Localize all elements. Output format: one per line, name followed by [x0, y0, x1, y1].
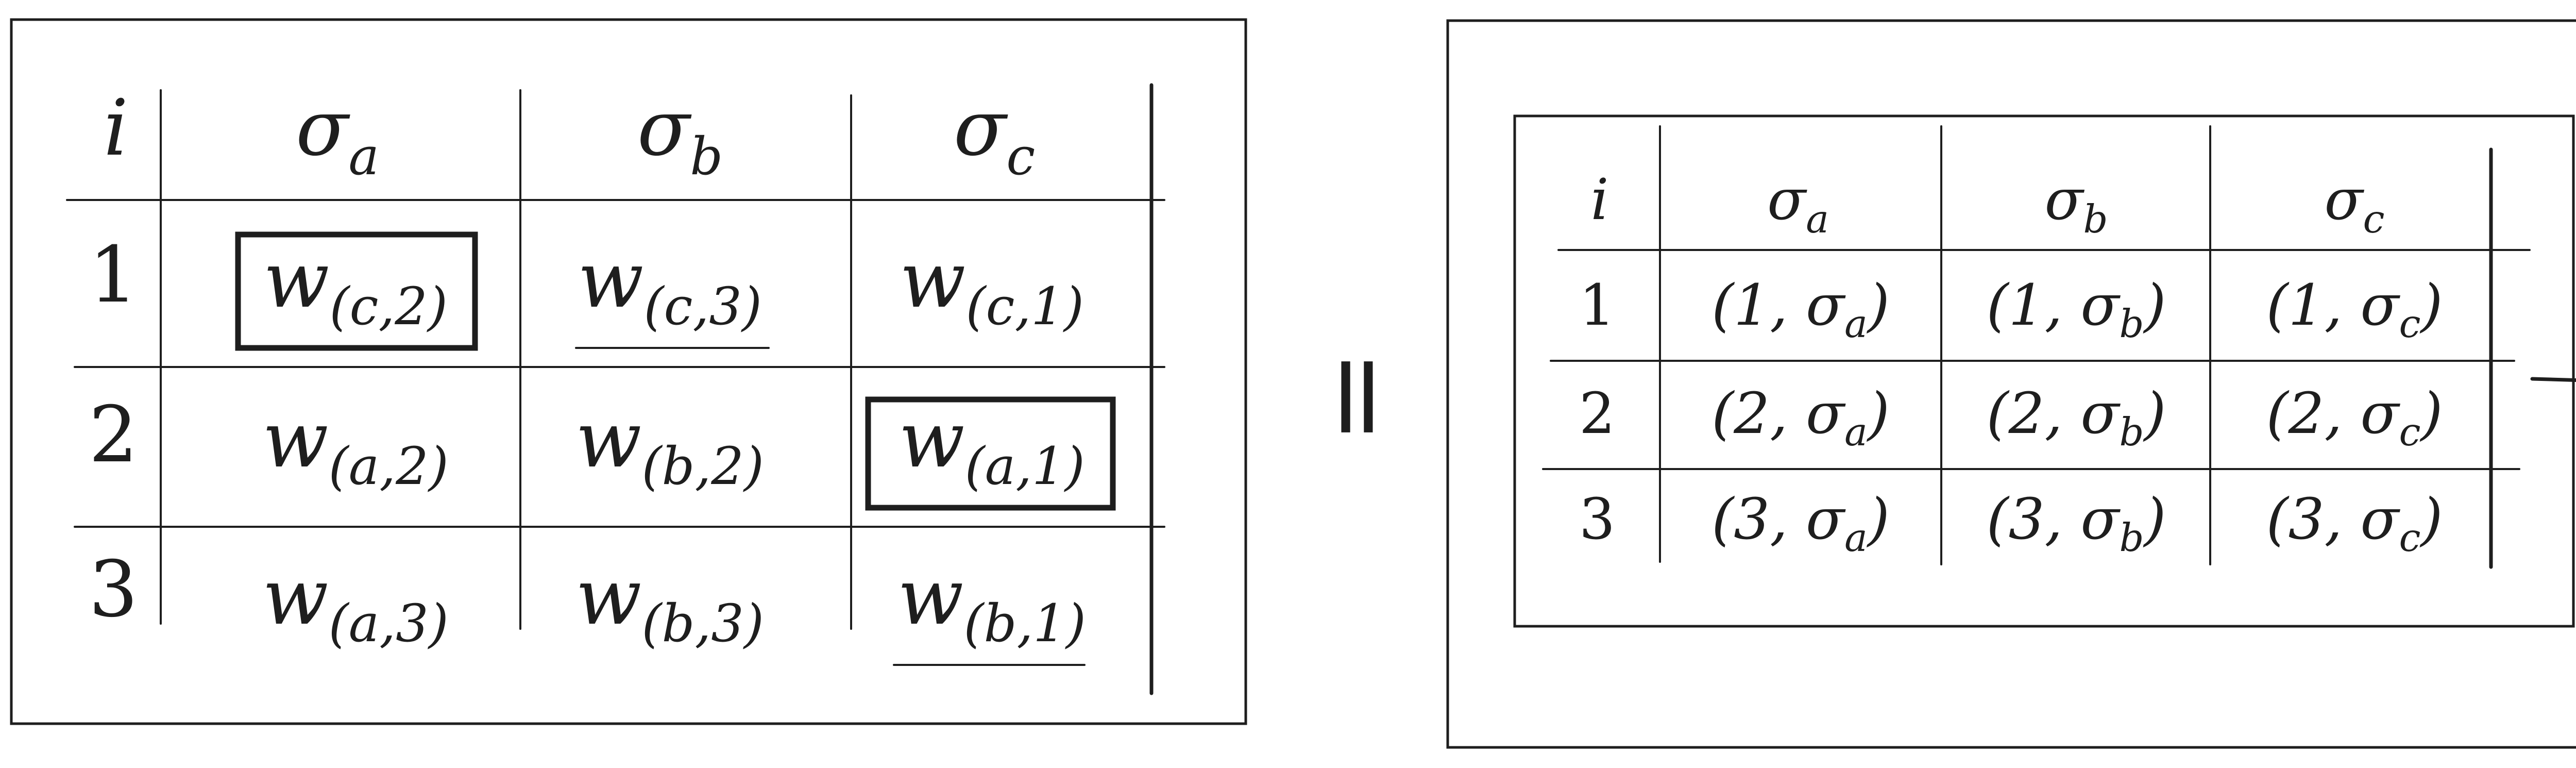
left-cell-w-b2: $w_{(b,2)}$	[575, 395, 764, 496]
middle-cell: (2, $\sigma_c$)	[2266, 380, 2443, 455]
middle-row-index: 3	[1579, 486, 1615, 552]
middle-header-sigma-c: $\sigma_c$	[2324, 166, 2385, 242]
left-cell-w-b1: $w_{(b,1)}$	[897, 553, 1086, 654]
middle-cell: (1, $\sigma_c$)	[2266, 272, 2443, 346]
middle-cell: (2, $\sigma_b$)	[1986, 380, 2166, 455]
left-cell-w-a3: $w_{(a,3)}$	[262, 553, 449, 654]
middle-header-sigma-b: $\sigma_b$	[2044, 166, 2108, 242]
left-cell-w-c2: $w_{(c,2)}$	[263, 236, 448, 337]
left-header-sigma-b: $\sigma_b$	[637, 84, 723, 187]
left-row-index: 1	[89, 230, 138, 320]
left-cell-w-a2: $w_{(a,2)}$	[262, 395, 449, 496]
left-row-index: 3	[89, 545, 138, 635]
middle-row-index: 1	[1579, 272, 1615, 338]
arrow-shaft	[2532, 379, 2576, 384]
middle-cell: (2, $\sigma_a$)	[1711, 380, 1890, 455]
middle-cell: (3, $\sigma_a$)	[1711, 486, 1890, 560]
middle-table	[1515, 116, 2573, 626]
middle-cell: (3, $\sigma_b$)	[1986, 486, 2166, 560]
left-table	[11, 20, 1246, 724]
left-header-sigma-a: $\sigma_a$	[295, 84, 380, 187]
left-header-i: i	[104, 84, 128, 173]
left-cell-w-a1: $w_{(a,1)}$	[899, 395, 1085, 496]
middle-cell: (3, $\sigma_c$)	[2266, 486, 2443, 560]
left-cell-w-b3: $w_{(b,3)}$	[575, 553, 764, 654]
middle-cell: (1, $\sigma_b$)	[1986, 272, 2166, 346]
middle-header-i: i	[1590, 166, 1609, 232]
equals-symbol: =	[1295, 349, 1427, 445]
left-cell-w-c3: $w_{(c,3)}$	[578, 236, 762, 337]
left-cell-w-c1: $w_{(c,1)}$	[900, 236, 1084, 337]
transform-arrow	[2532, 363, 2576, 407]
middle-row-index: 2	[1579, 380, 1615, 446]
left-header-sigma-c: $\sigma_c$	[953, 84, 1036, 187]
left-row-index: 2	[89, 390, 138, 480]
middle-cell: (1, $\sigma_a$)	[1711, 272, 1890, 346]
middle-header-sigma-a: $\sigma_a$	[1767, 166, 1829, 242]
